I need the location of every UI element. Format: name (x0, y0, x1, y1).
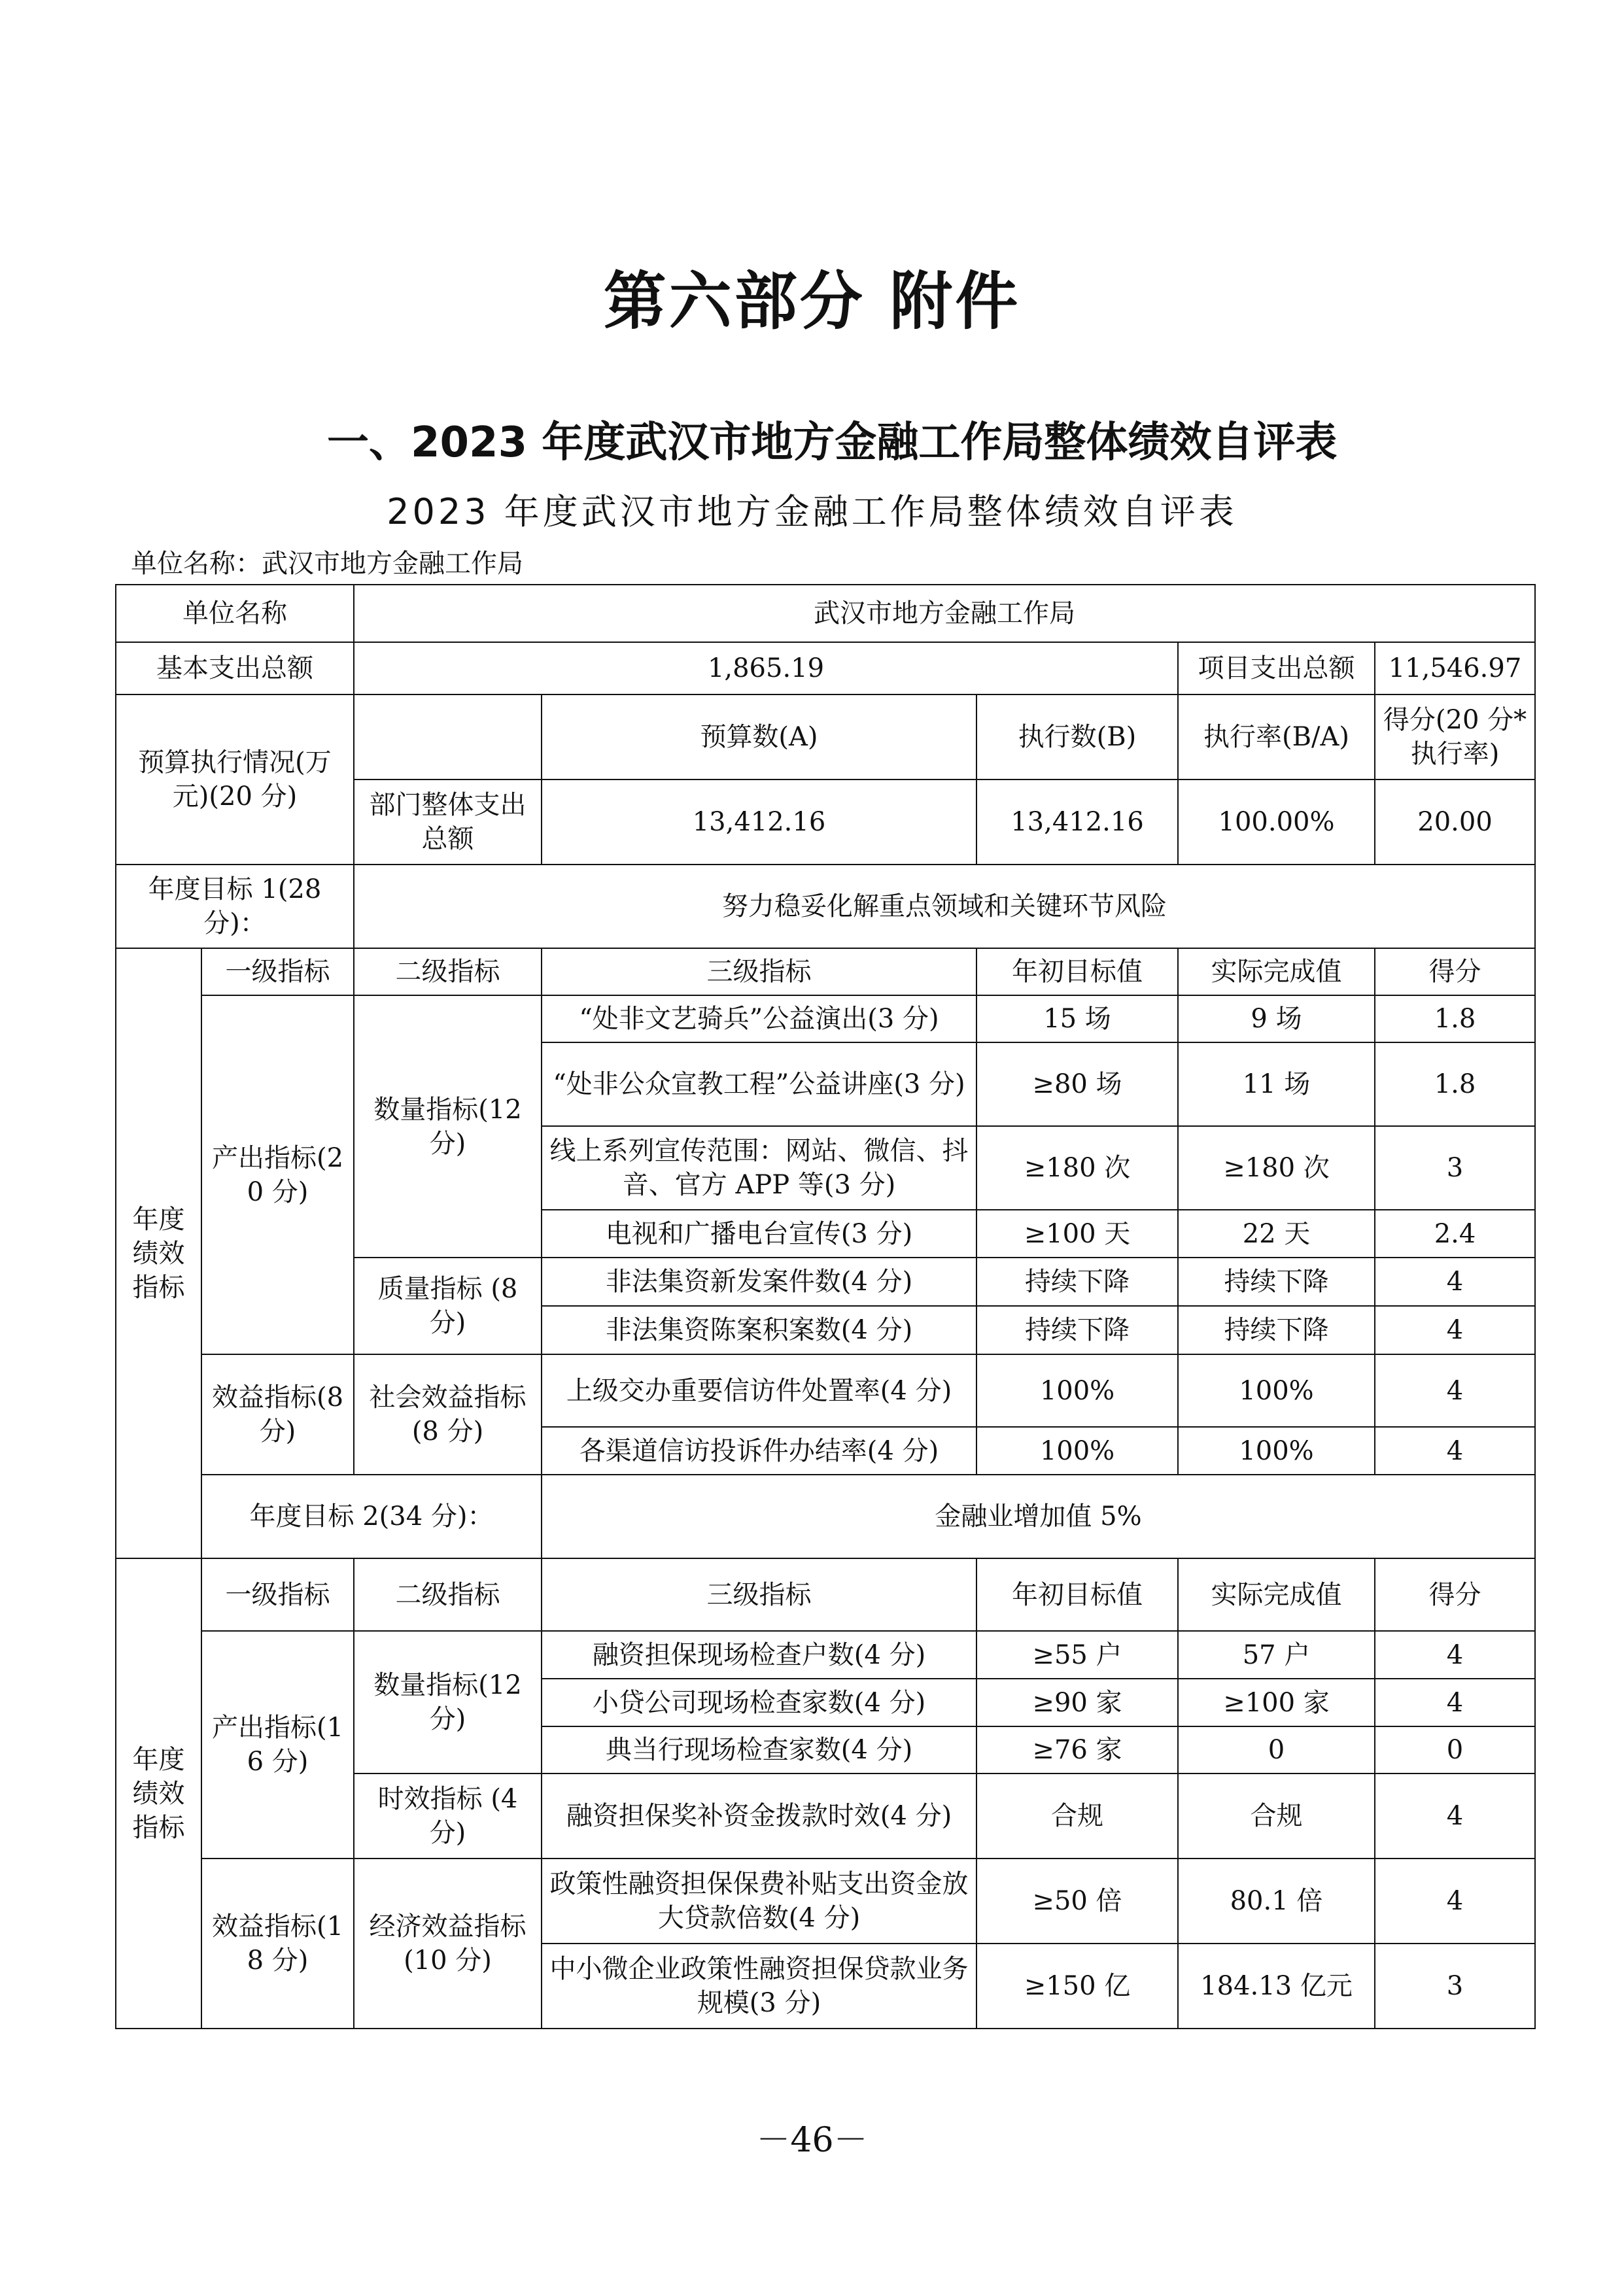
score: 4 (1375, 1354, 1535, 1427)
exec-value: 13,412.16 (976, 780, 1178, 865)
score: 4 (1375, 1631, 1535, 1679)
target-value: 100% (976, 1354, 1178, 1427)
table-row (116, 1631, 1535, 1679)
unit-row (116, 585, 1535, 642)
actual-value: 22 天 (1178, 1210, 1375, 1258)
goal1-output-label: 产出指标(20 分) (201, 995, 354, 1354)
project-expense-label: 项目支出总额 (1178, 642, 1375, 694)
indicator-name: 非法集资新发案件数(4 分) (542, 1258, 976, 1306)
header-l2: 二级指标 (354, 948, 542, 995)
score: 0 (1375, 1726, 1535, 1773)
header-l3: 三级指标 (542, 948, 976, 995)
actual-value: 184.13 亿元 (1178, 1944, 1375, 2029)
indicator-name: 融资担保现场检查户数(4 分) (542, 1631, 976, 1679)
target-value: 15 场 (976, 995, 1178, 1042)
goal2-output-label: 产出指标(16 分) (201, 1631, 354, 1859)
basic-expense-value: 1,865.19 (354, 642, 1178, 694)
score: 4 (1375, 1773, 1535, 1859)
target-value: 持续下降 (976, 1258, 1178, 1306)
project-expense-value: 11,546.97 (1375, 642, 1535, 694)
goal1-side-label: 年度绩效指标 (116, 948, 201, 1558)
target-value: 合规 (976, 1773, 1178, 1859)
score: 3 (1375, 1126, 1535, 1210)
rate-value: 100.00% (1178, 780, 1375, 865)
score: 1.8 (1375, 1042, 1535, 1126)
goal2-content: 金融业增加值 5% (542, 1475, 1535, 1558)
score-value: 20.00 (1375, 780, 1535, 865)
section-heading: 一、2023 年度武汉市地方金融工作局整体绩效自评表 (327, 419, 1338, 467)
goal2-economic-label: 经济效益指标(10 分) (354, 1859, 542, 2029)
expense-row (116, 642, 1535, 694)
table-caption: 2023 年度武汉市地方金融工作局整体绩效自评表 (387, 491, 1237, 532)
indicator-name: 小贷公司现场检查家数(4 分) (542, 1679, 976, 1726)
actual-value: 100% (1178, 1427, 1375, 1475)
goal2-row (116, 1475, 1535, 1558)
header-score: 得分 (1375, 948, 1535, 995)
actual-value: 0 (1178, 1726, 1375, 1773)
header-actual: 实际完成值 (1178, 1558, 1375, 1631)
indicator-name: 融资担保奖补资金拨款时效(4 分) (542, 1773, 976, 1859)
goal1-header-row (116, 948, 1535, 995)
score: 4 (1375, 1306, 1535, 1354)
goal1-quantity-label: 数量指标(12 分) (354, 995, 542, 1258)
unit-label: 单位名称 (116, 585, 354, 642)
goal2-quantity-label: 数量指标(12 分) (354, 1631, 542, 1773)
indicator-name: “处非公众宣教工程”公益讲座(3 分) (542, 1042, 976, 1126)
score: 4 (1375, 1859, 1535, 1944)
header-l1: 一级指标 (201, 1558, 354, 1631)
header-actual: 实际完成值 (1178, 948, 1375, 995)
page-number: －46－ (756, 2121, 868, 2160)
indicator-name: 线上系列宣传范围：网站、微信、抖音、官方 APP 等(3 分) (542, 1126, 976, 1210)
budget-label: 预算执行情况(万元)(20 分) (116, 694, 354, 865)
score: 4 (1375, 1679, 1535, 1726)
indicator-name: 典当行现场检查家数(4 分) (542, 1726, 976, 1773)
budget-col-budget: 预算数(A) (542, 694, 976, 780)
indicator-name: 政策性融资担保保费补贴支出资金放大贷款倍数(4 分) (542, 1859, 976, 1944)
indicator-name: 电视和广播电台宣传(3 分) (542, 1210, 976, 1258)
table-row (116, 1859, 1535, 1944)
goal1-benefit-label: 效益指标(8 分) (201, 1354, 354, 1475)
header-l1: 一级指标 (201, 948, 354, 995)
target-value: ≥90 家 (976, 1679, 1178, 1726)
budget-col-score: 得分(20 分*执行率) (1375, 694, 1535, 780)
goal2-label: 年度目标 2(34 分)： (201, 1475, 542, 1558)
indicator-name: 各渠道信访投诉件办结率(4 分) (542, 1427, 976, 1475)
basic-expense-label: 基本支出总额 (116, 642, 354, 694)
budget-empty-cell (354, 694, 542, 780)
actual-value: 11 场 (1178, 1042, 1375, 1126)
goal1-quality-label: 质量指标 (8 分) (354, 1258, 542, 1354)
actual-value: 合规 (1178, 1773, 1375, 1859)
budget-value: 13,412.16 (542, 780, 976, 865)
header-target: 年初目标值 (976, 948, 1178, 995)
page-title: 第六部分 附件 (603, 265, 1021, 338)
budget-header-row (116, 694, 1535, 780)
score: 4 (1375, 1427, 1535, 1475)
budget-col-rate: 执行率(B/A) (1178, 694, 1375, 780)
unit-value: 武汉市地方金融工作局 (354, 585, 1535, 642)
goal2-timeliness-label: 时效指标 (4 分) (354, 1773, 542, 1859)
score: 1.8 (1375, 995, 1535, 1042)
header-l2: 二级指标 (354, 1558, 542, 1631)
target-value: ≥80 场 (976, 1042, 1178, 1126)
actual-value: 57 户 (1178, 1631, 1375, 1679)
indicator-name: “处非文艺骑兵”公益演出(3 分) (542, 995, 976, 1042)
header-target: 年初目标值 (976, 1558, 1178, 1631)
goal1-social-label: 社会效益指标(8 分) (354, 1354, 542, 1475)
goal2-header-row (116, 1558, 1535, 1631)
unit-name-line: 单位名称：武汉市地方金融工作局 (131, 549, 523, 579)
target-value: 100% (976, 1427, 1178, 1475)
target-value: ≥100 天 (976, 1210, 1178, 1258)
indicator-name: 非法集资陈案积案数(4 分) (542, 1306, 976, 1354)
score: 4 (1375, 1258, 1535, 1306)
header-l3: 三级指标 (542, 1558, 976, 1631)
budget-col-exec: 执行数(B) (976, 694, 1178, 780)
goal1-row (116, 865, 1535, 948)
target-value: ≥55 户 (976, 1631, 1178, 1679)
table-row (116, 1354, 1535, 1427)
indicator-name: 上级交办重要信访件处置率(4 分) (542, 1354, 976, 1427)
table-row (116, 995, 1535, 1042)
goal1-content: 努力稳妥化解重点领域和关键环节风险 (354, 865, 1535, 948)
actual-value: 持续下降 (1178, 1306, 1375, 1354)
header-score: 得分 (1375, 1558, 1535, 1631)
target-value: ≥50 倍 (976, 1859, 1178, 1944)
goal2-benefit-label: 效益指标(18 分) (201, 1859, 354, 2029)
goal1-label: 年度目标 1(28 分)： (116, 865, 354, 948)
actual-value: 100% (1178, 1354, 1375, 1427)
target-value: 持续下降 (976, 1306, 1178, 1354)
target-value: ≥150 亿 (976, 1944, 1178, 2029)
actual-value: ≥180 次 (1178, 1126, 1375, 1210)
target-value: ≥76 家 (976, 1726, 1178, 1773)
actual-value: 9 场 (1178, 995, 1375, 1042)
budget-row-label: 部门整体支出总额 (354, 780, 542, 865)
goal2-side-label: 年度绩效指标 (116, 1558, 201, 2029)
score: 2.4 (1375, 1210, 1535, 1258)
actual-value: 80.1 倍 (1178, 1859, 1375, 1944)
target-value: ≥180 次 (976, 1126, 1178, 1210)
score: 3 (1375, 1944, 1535, 2029)
actual-value: 持续下降 (1178, 1258, 1375, 1306)
performance-table (115, 584, 1536, 2029)
actual-value: ≥100 家 (1178, 1679, 1375, 1726)
indicator-name: 中小微企业政策性融资担保贷款业务规模(3 分) (542, 1944, 976, 2029)
